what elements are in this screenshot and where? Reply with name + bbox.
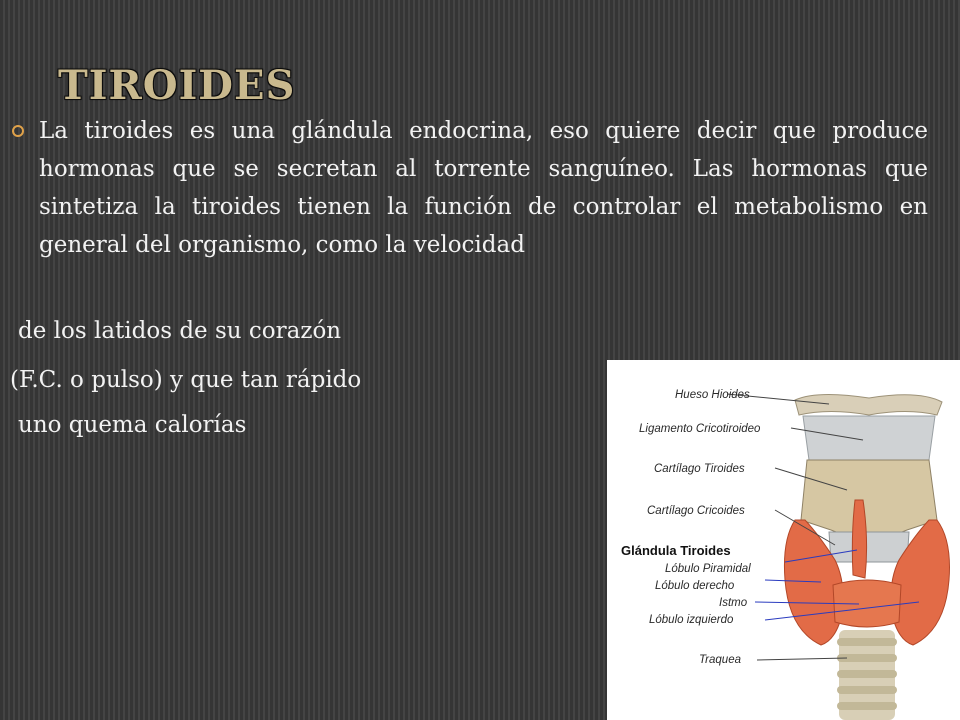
label-glandula-tiroides: Glándula Tiroides <box>621 543 731 558</box>
cricoid-cartilage-shape <box>829 532 909 562</box>
slide-title: TIROIDES <box>58 62 296 109</box>
text-line-1: de los latidos de su corazón <box>18 318 342 344</box>
ligament-shape <box>803 416 935 460</box>
label-cartilago-cricoides: Cartílago Cricoides <box>647 505 745 517</box>
bullet-paragraph: La tiroides es una glándula endocrina, eso quiere decir que produce hormonas que se secretan al torrente sanguíneo. Las hormonas que sintetiza la tiroides tienen la función de controlar el metabolismo en general del organismo, como la velocidad <box>39 118 928 258</box>
label-istmo: Istmo <box>719 597 748 609</box>
text-line-3: uno quema calorías <box>18 412 247 438</box>
pyramidal-lobe-shape <box>852 500 866 578</box>
label-lobulo-izquierdo: Lóbulo izquierdo <box>649 614 734 626</box>
label-lobulo-derecho: Lóbulo derecho <box>655 580 735 592</box>
bullet-circle-icon <box>12 125 24 137</box>
label-cartilago-tiroides: Cartílago Tiroides <box>654 463 745 475</box>
label-lobulo-piramidal: Lóbulo Piramidal <box>665 563 751 575</box>
text-line-2: (F.C. o pulso) y que tan rápido <box>10 367 362 393</box>
label-hueso-hioides: Hueso Hioides <box>675 389 750 401</box>
thyroid-anatomy-figure <box>607 360 960 720</box>
label-ligamento-cricotiroideo: Ligamento Cricotiroideo <box>639 423 761 435</box>
trachea-shape <box>837 630 897 720</box>
thyroid-illustration <box>607 360 960 720</box>
hyoid-bone-shape <box>795 394 942 415</box>
label-traquea: Traquea <box>699 654 741 666</box>
